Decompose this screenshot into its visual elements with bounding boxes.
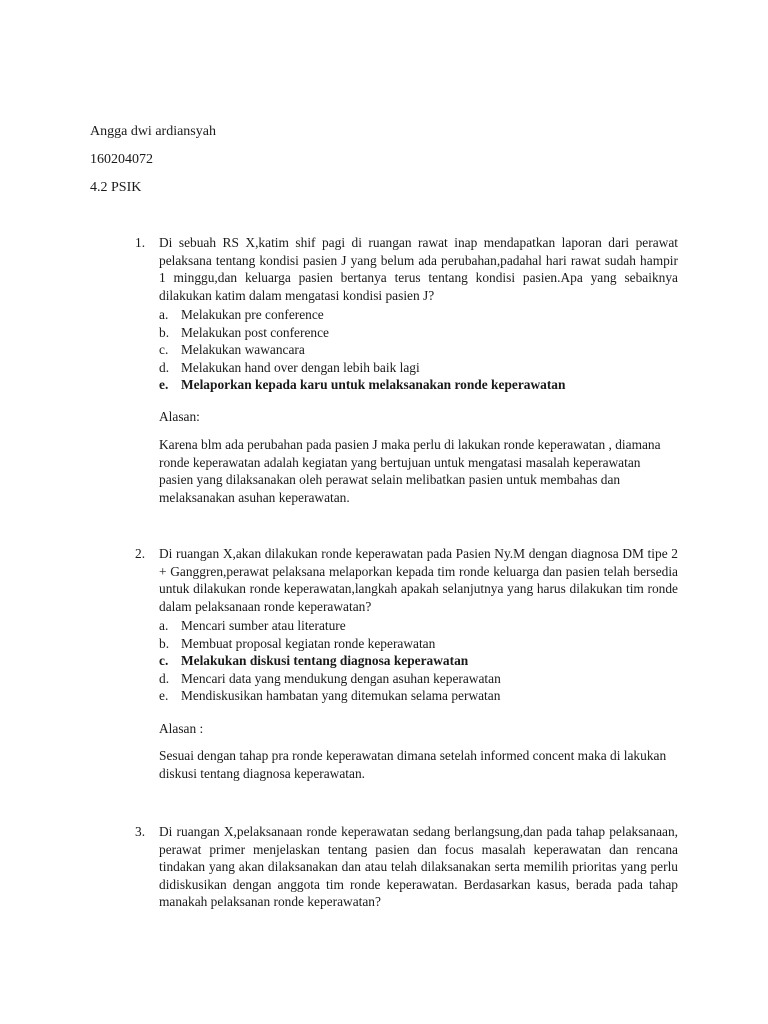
option-e bbox=[159, 687, 678, 705]
option-letter: a. bbox=[159, 618, 169, 633]
option-letter: c. bbox=[159, 653, 169, 669]
option-a bbox=[159, 617, 678, 635]
reason-text: Sesuai dengan tahap pra ronde keperawatan dimana setelah informed concent maka di lakukan diskusi tentang diagnosa keperawatan. bbox=[159, 748, 667, 781]
option-e-correct bbox=[159, 376, 678, 394]
option-letter: b. bbox=[159, 635, 170, 651]
option-text: Melakukan post conference bbox=[181, 324, 329, 340]
reason-label: Alasan: bbox=[159, 409, 200, 424]
student-id: 160204072 bbox=[90, 152, 153, 167]
option-text: Melakukan hand over dengan lebih baik lagi bbox=[181, 359, 420, 375]
option-d bbox=[159, 670, 678, 688]
option-letter: d. bbox=[159, 359, 170, 375]
option-text: Mencari sumber atau literature bbox=[181, 618, 346, 633]
option-a bbox=[159, 306, 678, 324]
question-number: 3. bbox=[135, 824, 146, 839]
class-label: 4.2 PSIK bbox=[90, 180, 142, 195]
author-name: Angga dwi ardiansyah bbox=[90, 124, 216, 139]
question-text: Di ruangan X,pelaksanaan ronde keperawatan sedang berlangsung,dan pada tahap pelaksanaan, perawat primer menjelaskan tentang pasien dan focus masalah keperawatan dan rencana tindakan yang akan dilaksanakan dan atau telah dilaksanakan serta memilih prioritas yang perlu didiskusikan dengan anggota tim ronde keperawatan. Berdasarkan kasus, berada pada tahap manakah pelaksanan ronde keperawatan? bbox=[159, 824, 678, 910]
reason-label: Alasan : bbox=[159, 721, 204, 736]
question-text: Di ruangan X,akan dilakukan ronde keperawatan pada Pasien Ny.M dengan diagnosa DM tipe 2 + Ganggren,perawat pelaksana melaporkan kepada tim ronde keluarga dan pasien telah bersedia untuk dilakukan ronde keperawatan,langkah apakah selanjutnya yang harus dilakukan tim ronde dalam pelaksanaan ronde keperawatan? bbox=[159, 546, 678, 614]
option-text: Melakukan wawancara bbox=[181, 342, 305, 358]
question-text: Di sebuah RS X,katim shif pagi di ruangan rawat inap mendapatkan laporan dari perawat pelaksana tentang kondisi pasien J yang belum ada perubahan,padahal hari rawat sudah hampir 1 minggu,dan keluarga pasien bertanya terus tentang kondisi pasien.Apa yang sebaiknya dilakukan katim dalam mengatasi kondisi pasien J? bbox=[159, 235, 678, 303]
option-b bbox=[159, 324, 678, 342]
question-number: 2. bbox=[135, 546, 146, 561]
option-d bbox=[159, 359, 678, 377]
option-letter: e. bbox=[159, 377, 169, 393]
option-c-correct bbox=[159, 652, 678, 670]
reason-text: Karena blm ada perubahan pada pasien J maka perlu di lakukan ronde keperawatan , diamana ronde keperawatan adalah kegiatan yang bertujuan untuk mengatasi masalah keperawatan pasien yang dilaksanakan oleh perawat selain melibatkan pasien untuk membahas dan melaksanakan asuhan keperawatan. bbox=[159, 437, 661, 505]
question-number: 1. bbox=[135, 235, 146, 250]
option-text: Mencari data yang mendukung dengan asuhan keperawatan bbox=[181, 670, 501, 686]
option-text: Mendiskusikan hambatan yang ditemukan selama perwatan bbox=[181, 688, 501, 704]
answer-options bbox=[159, 617, 678, 705]
answer-options bbox=[159, 306, 678, 394]
option-text: Melakukan diskusi tentang diagnosa keperawatan bbox=[181, 653, 469, 669]
option-letter: b. bbox=[159, 324, 170, 340]
option-text: Melakukan pre conference bbox=[181, 307, 324, 322]
option-text: Melaporkan kepada karu untuk melaksanakan ronde keperawatan bbox=[181, 377, 566, 393]
option-letter: e. bbox=[159, 688, 169, 704]
option-c bbox=[159, 341, 678, 359]
option-text: Membuat proposal kegiatan ronde keperawatan bbox=[181, 635, 436, 651]
option-letter: c. bbox=[159, 342, 169, 358]
option-letter: d. bbox=[159, 670, 170, 686]
option-letter: a. bbox=[159, 307, 169, 322]
option-b bbox=[159, 635, 678, 653]
